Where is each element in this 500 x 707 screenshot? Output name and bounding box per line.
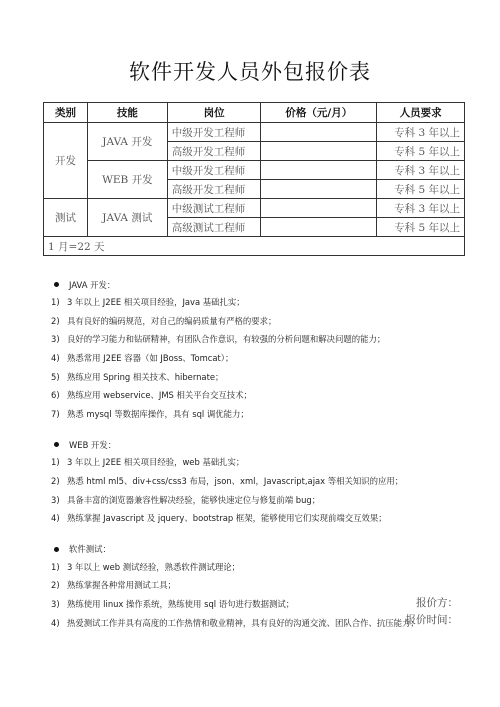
list-item [52,349,472,368]
item-text: 3 年以上 J2EE 相关项目经验，Java 基础扎实； [67,297,245,308]
list-item [52,509,472,528]
section-heading: 软件测试： [69,544,111,555]
item-text: 熟悉 html ml5、div+css/css3 布局，json、xml，Javascript,ajax 等相关知识的应用； [67,476,404,487]
bullet-icon [54,547,59,552]
table-header-row [44,103,465,123]
item-number: 1) [51,561,60,572]
item-text: 具备丰富的浏览器兼容性解决经验，能够快速定位与修复前端 bug； [67,494,321,505]
item-number: 2) [51,476,60,487]
header-requirement: 人员要求 [377,103,465,123]
header-skill: 技能 [87,103,167,123]
item-number: 6) [51,390,60,401]
section-java-dev [52,276,472,423]
item-number: 3) [51,334,60,345]
category-cell-dev: 开发 [44,123,88,199]
section-heading: JAVA 开发： [69,279,116,290]
list-item [52,386,472,405]
item-text: 热爱测试工作并具有高度的工作热情和敬业精神，具有良好的沟通交流、团队合作、抗压能力； [67,617,419,628]
position-cell: 高级开发工程师 [167,142,261,161]
document-title: 软件开发人员外包报价表 [129,60,371,84]
item-text: 熟练使用 linux 操作系统，熟练使用 sql 语句进行数据测试； [67,599,295,610]
list-item [52,330,472,349]
header-price: 价格（元/月） [261,103,377,123]
list-item [52,576,472,595]
price-table [43,102,465,256]
price-cell [261,142,377,161]
quoter-label: 报价方： [416,597,458,609]
item-number: 7) [51,408,60,419]
list-item [52,293,472,312]
list-item [52,367,472,386]
position-cell: 高级开发工程师 [167,180,261,199]
table-note-row [44,237,465,256]
skill-cell-java-test: JAVA 测试 [87,199,167,237]
requirement-cell: 专科 5 年以上 [377,142,465,161]
item-text: 具有良好的编码规范，对自己的编码质量有严格的要求； [67,315,277,326]
table-row [44,123,465,142]
list-item [52,405,472,424]
item-number: 2) [51,315,60,326]
quote-time-label: 报价时间： [405,614,458,626]
requirement-cell: 专科 3 年以上 [377,123,465,142]
table-row [44,161,465,180]
header-category: 类别 [44,103,88,123]
item-number: 1) [51,297,60,308]
position-cell: 中级开发工程师 [167,123,261,142]
requirements-sections [52,276,472,645]
table-row [44,199,465,218]
list-item [52,490,472,509]
list-item [52,472,472,491]
item-text: 3 年以上 J2EE 相关项目经验，web 基础扎实； [67,457,245,468]
requirement-cell: 专科 5 年以上 [377,218,465,237]
item-text: 熟练掌握 Javascript 及 jquery、bootstrap 框架，能够使用它们实现前端交互效果； [67,513,387,524]
item-number: 3) [51,599,60,610]
section-web-dev [52,436,472,527]
price-cell [261,161,377,180]
item-text: 熟练掌握各种常用测试工具； [67,580,176,591]
price-cell [261,199,377,218]
item-number: 5) [51,371,60,382]
skill-cell-web-dev: WEB 开发 [87,161,167,199]
price-cell [261,123,377,142]
header-position: 岗位 [167,103,261,123]
item-number: 4) [51,353,60,364]
list-item [52,558,472,577]
item-text: 熟悉常用 J2EE 容器（如 JBoss、Tomcat）； [67,353,234,364]
position-cell: 中级测试工程师 [167,199,261,218]
item-number: 2) [51,580,60,591]
item-number: 4) [51,513,60,524]
skill-cell-java-dev: JAVA 开发 [87,123,167,161]
item-text: 熟练应用 webservice、JMS 相关平台交互技术； [67,390,252,401]
position-cell: 中级开发工程师 [167,161,261,180]
table-note: 1 月=22 天 [44,237,465,256]
item-text: 良好的学习能力和钻研精神，有团队合作意识，有较强的分析问题和解决问题的能力； [67,334,386,345]
item-number: 4) [51,617,60,628]
price-cell [261,218,377,237]
item-text: 3 年以上 web 测试经验，熟悉软件测试理论； [67,561,241,572]
price-cell [261,180,377,199]
item-text: 熟悉 mysql 等数据库操作，具有 sql 调优能力； [67,408,249,419]
requirement-cell: 专科 5 年以上 [377,180,465,199]
list-item [52,453,472,472]
item-number: 3) [51,494,60,505]
requirement-cell: 专科 3 年以上 [377,161,465,180]
list-item [52,312,472,331]
item-text: 熟练应用 Spring 相关技术、hibernate； [67,371,224,382]
requirement-cell: 专科 3 年以上 [377,199,465,218]
bullet-icon [54,282,59,287]
category-cell-test: 测试 [44,199,88,237]
bullet-icon [54,442,59,447]
item-number: 1) [51,457,60,468]
section-heading: WEB 开发： [69,439,117,450]
position-cell: 高级测试工程师 [167,218,261,237]
quote-footer [406,595,459,629]
